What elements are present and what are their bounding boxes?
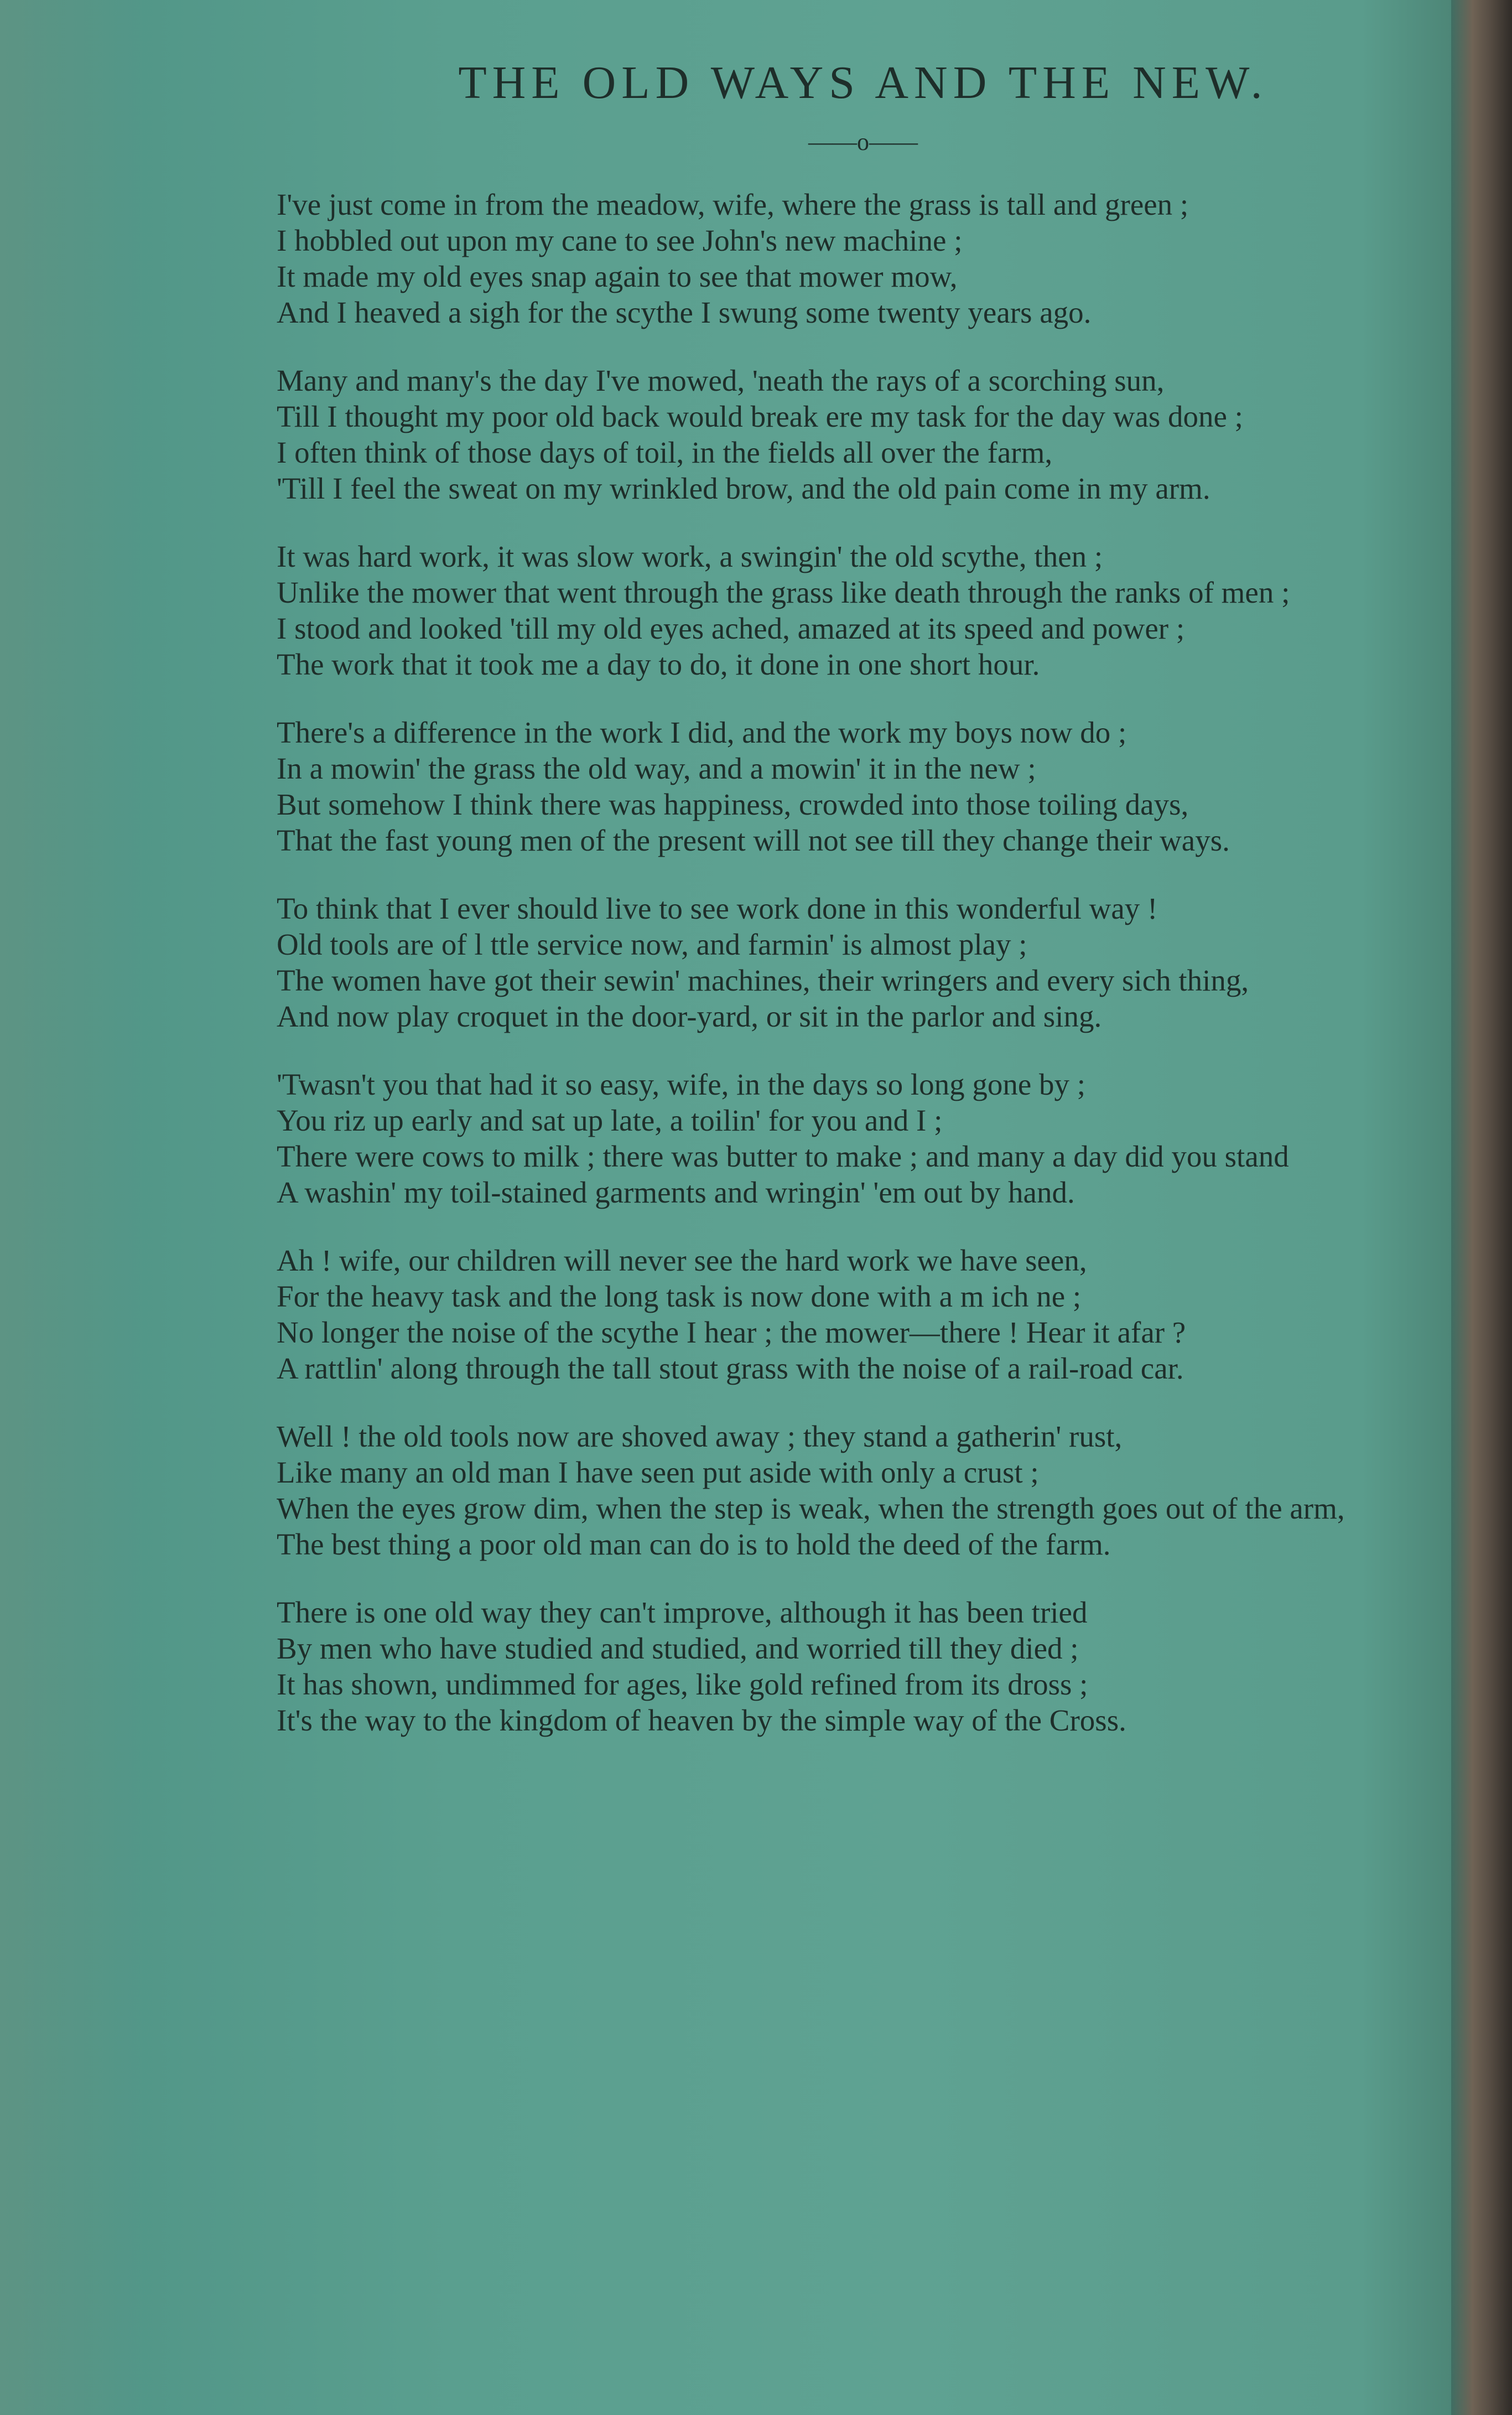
poem-line: The women have got their sewin' machines, their wringers and every sich thing,	[277, 963, 1249, 997]
stanza-1	[277, 186, 1449, 330]
poem-line: Till I thought my poor old back would break ere my task for the day was done ;	[277, 400, 1243, 433]
poem-line: It made my old eyes snap again to see that mower mow,	[277, 260, 958, 293]
poem-line: For the heavy task and the long task is now done with a m ich ne ;	[277, 1279, 1082, 1313]
poem-line: No longer the noise of the scythe I hear ; the mower—there ! Hear it afar ?	[277, 1315, 1186, 1349]
poem-line: The best thing a poor old man can do is to hold the deed of the farm.	[277, 1527, 1111, 1561]
poem-line: Unlike the mower that went through the grass like death through the ranks of men ;	[277, 576, 1290, 609]
poem-line: It was hard work, it was slow work, a swingin' the old scythe, then ;	[277, 540, 1103, 573]
poem-line: Many and many's the day I've mowed, 'neath the rays of a scorching sun,	[277, 364, 1165, 397]
poem-line: It's the way to the kingdom of heaven by the simple way of the Cross.	[277, 1703, 1126, 1737]
poem-line: I hobbled out upon my cane to see John's new machine ;	[277, 224, 963, 257]
stanza-4	[277, 714, 1449, 858]
poem-line: You riz up early and sat up late, a toilin' for you and I ;	[277, 1103, 943, 1137]
poem-line: Like many an old man I have seen put aside with only a crust ;	[277, 1455, 1039, 1489]
stanza-3	[277, 538, 1449, 682]
title-divider: ——o——	[808, 128, 918, 156]
poem-line: There is one old way they can't improve, although it has been tried	[277, 1595, 1088, 1629]
paper-stain	[0, 0, 144, 2415]
poem-line: I stood and looked 'till my old eyes ached, amazed at its speed and power ;	[277, 611, 1185, 645]
stanza-5	[277, 890, 1449, 1034]
poem-line: And now play croquet in the door-yard, or sit in the parlor and sing.	[277, 999, 1102, 1033]
poem-line: Ah ! wife, our children will never see the hard work we have seen,	[277, 1243, 1087, 1277]
poem-line: That the fast young men of the present will not see till they change their ways.	[277, 823, 1230, 857]
poem	[277, 53, 1449, 1770]
poem-line: A rattlin' along through the tall stout grass with the noise of a rail-road car.	[277, 1351, 1184, 1385]
poem-line: The work that it took me a day to do, it done in one short hour.	[277, 647, 1040, 681]
poem-line: Well ! the old tools now are shoved away ; they stand a gatherin' rust,	[277, 1419, 1123, 1453]
poem-line: A washin' my toil-stained garments and wringin' 'em out by hand.	[277, 1175, 1075, 1209]
poem-line: There were cows to milk ; there was butter to make ; and many a day did you stand	[277, 1139, 1289, 1173]
poem-line: When the eyes grow dim, when the step is weak, when the strength goes out of the arm,	[277, 1491, 1345, 1525]
poem-line: By men who have studied and studied, and worried till they died ;	[277, 1631, 1079, 1665]
stanza-9	[277, 1594, 1449, 1738]
poem-line: To think that I ever should live to see work done in this wonderful way !	[277, 892, 1158, 925]
poem-line: Old tools are of l ttle service now, and farmin' is almost play ;	[277, 927, 1027, 961]
stanza-2	[277, 362, 1449, 506]
poem-line: But somehow I think there was happiness, crowded into those toiling days,	[277, 787, 1189, 821]
poem-line: It has shown, undimmed for ages, like gold refined from its dross ;	[277, 1667, 1088, 1701]
poem-line: 'Twasn't you that had it so easy, wife, in the days so long gone by ;	[277, 1067, 1086, 1101]
poem-line: In a mowin' the grass the old way, and a mowin' it in the new ;	[277, 752, 1036, 785]
poem-title: THE OLD WAYS AND THE NEW.	[458, 57, 1268, 108]
poem-line: And I heaved a sigh for the scythe I swung some twenty years ago.	[277, 296, 1092, 329]
stanza-6	[277, 1066, 1449, 1210]
stanza-7	[277, 1242, 1449, 1386]
poem-line: I often think of those days of toil, in the fields all over the farm,	[277, 436, 1053, 469]
poem-line: There's a difference in the work I did, and the work my boys now do ;	[277, 716, 1127, 749]
book-spine	[1451, 0, 1512, 2415]
stanza-8	[277, 1418, 1449, 1562]
poem-line: 'Till I feel the sweat on my wrinkled brow, and the old pain come in my arm.	[277, 471, 1210, 505]
poem-line: I've just come in from the meadow, wife, where the grass is tall and green ;	[277, 188, 1189, 221]
